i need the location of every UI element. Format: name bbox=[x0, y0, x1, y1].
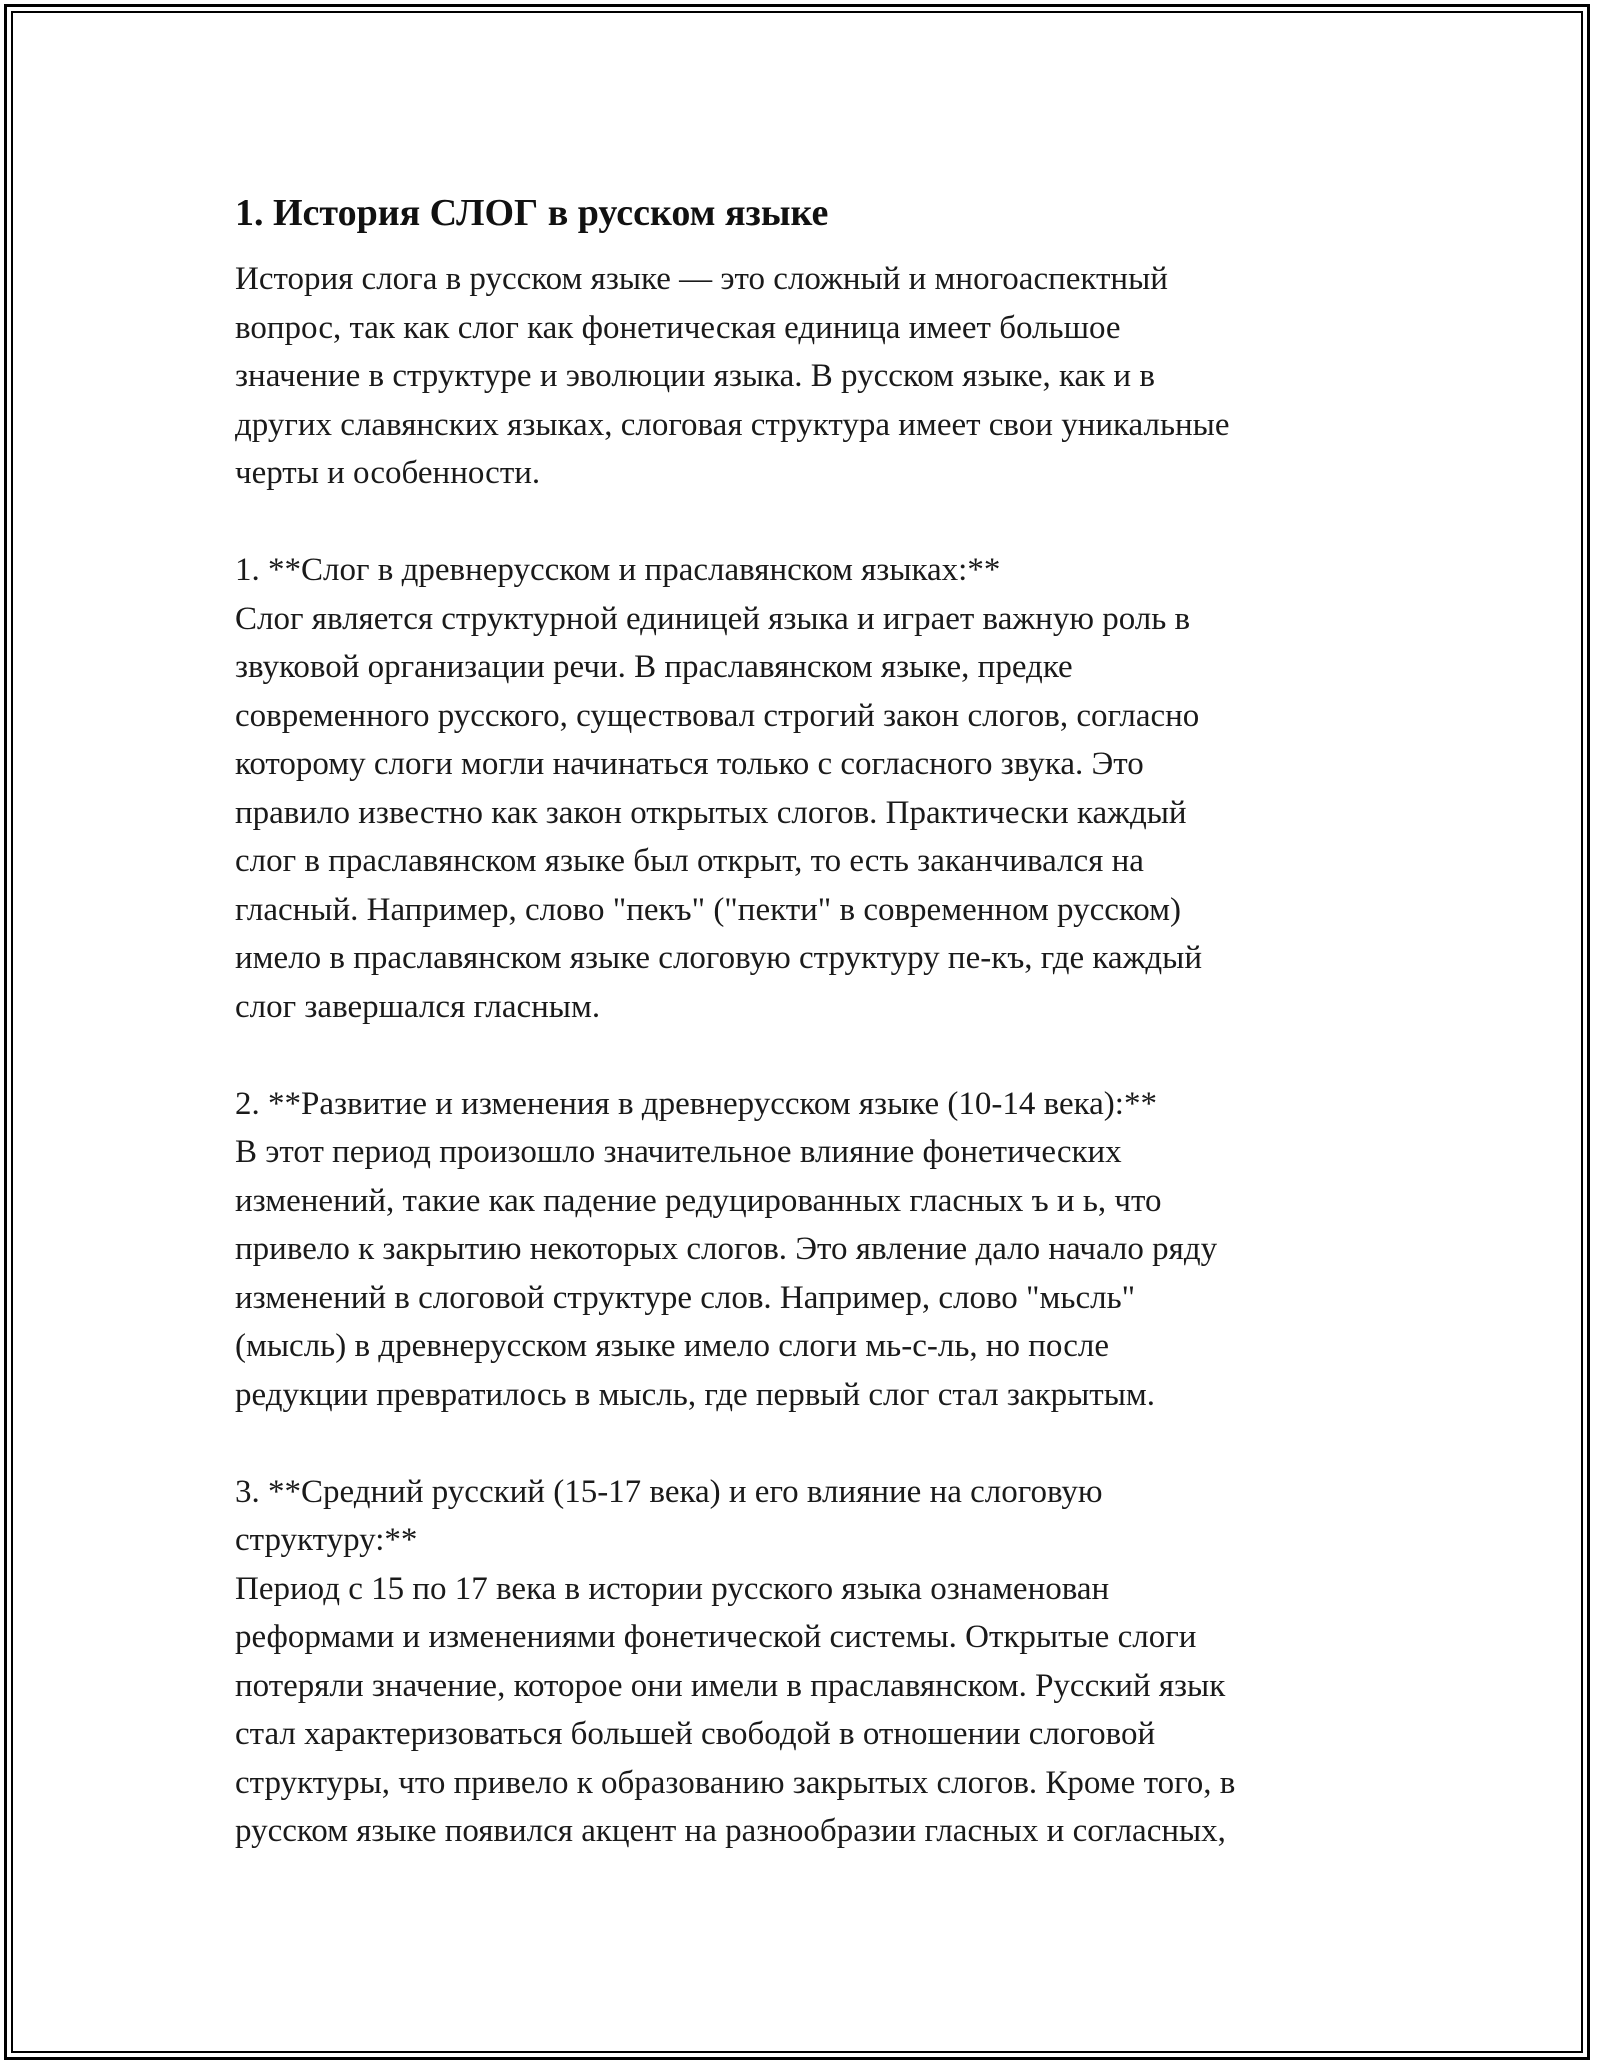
paragraph-gap bbox=[235, 1419, 1365, 1468]
section-heading-3: 3. **Средний русский (15-17 века) и его влияние на слоговую структуру:** bbox=[235, 1473, 1103, 1558]
section-text-2: В этот период произошло значительное влияние фонетических изменений, такие как падение редуцированных гласных ъ и ь, что привело к закрытию некоторых слогов. Это явление дало начало ряду изменений в слоговой структуре слов. Например, слово "мьсль" (мысль) в древнерусском языке имело слоги мь-с-ль, но после редукции превратилось в мысль, где первый слог стал закрытым. bbox=[235, 1134, 1218, 1413]
section-text-1: Слог является структурной единицей языка и играет важную роль в звуковой организации речи. В праславянском языке, предке современного русского, существовал строгий закон слогов, согласно которому слоги могли начинаться только с согласного звука. Это правило известно как закон открытых слогов. Практически каждый слог в праславянском языке был открыт, то есть заканчивался на гласный. Например, слово "пекъ" ("пекти" в современном русском) имело в праславянском языке слоговую структуру пе-къ, где каждый слог завершался гласным. bbox=[235, 600, 1202, 1025]
section-text-3: Период с 15 по 17 века в истории русского языка ознаменован реформами и изменениями фонетической системы. Открытые слоги потеряли значение, которое они имели в праславянском. Русский язык стал характеризоваться большей свободой в отношении слоговой структуры, что привело к образованию закрытых слогов. Кроме того, в русском языке появился акцент на разнообразии гласных и согласных, bbox=[235, 1570, 1236, 1849]
intro-paragraph: История слога в русском языке — это сложный и многоаспектный вопрос, так как слог как фонетическая единица имеет большое значение в структуре и эволюции языка. В русском языке, как и в других славянских языках, слоговая структура имеет свои уникальные черты и особенности. bbox=[235, 261, 1230, 491]
section-heading-2: 2. **Развитие и изменения в древнерусском языке (10-14 века):** bbox=[235, 1085, 1157, 1122]
section-heading-1: 1. **Слог в древнерусском и праславянском языках:** bbox=[235, 552, 1001, 588]
document-body bbox=[235, 185, 1365, 1856]
paragraph-gap bbox=[235, 1031, 1365, 1080]
paragraph-gap bbox=[235, 498, 1365, 547]
document-title: 1. История СЛОГ в русском языке bbox=[235, 192, 829, 234]
